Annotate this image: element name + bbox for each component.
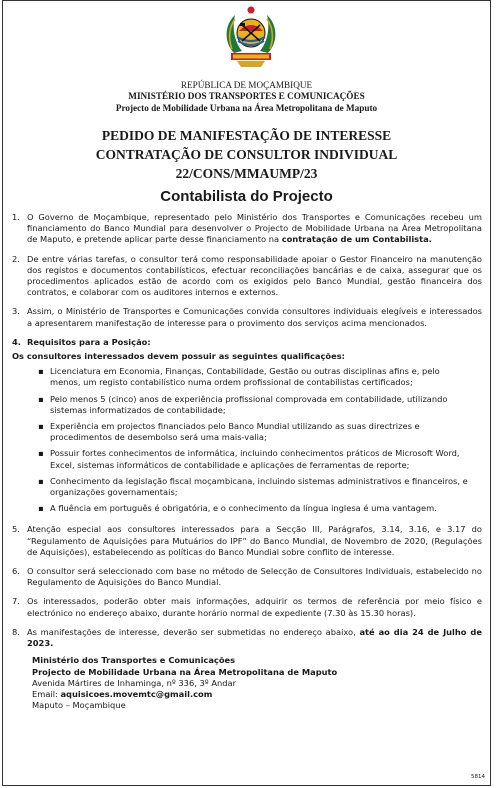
qualifications-list	[12, 366, 482, 514]
paragraph-text: Atenção especial aos consultores interessados para a Secção III, Parágrafos, 3.14, 3.16, e 3.17 do “Regulamento de Aquisições para Mutuários do IPF” do Banco Mundial, de Novembro de 2020, (Regulações de Aquisições), estabelecendo as políticas do Banco Mundial sobre conflito de interesse.	[27, 524, 482, 557]
paragraph-3	[12, 306, 482, 328]
paragraph-number: 7.	[12, 596, 20, 607]
list-item: ▪ Conhecimento da legislação fiscal moçambicana, incluindo sistemas administrativos e financeiros, e organizações governamentais;	[50, 476, 482, 498]
paragraph-text: O Governo de Moçambique, representado pelo Ministério dos Transportes e Comunicações recebeu um financiamento do Banco Mundial para desenvolver o Projecto de Mobilidade Urbana na Área Metropolitana de Maputo, e pretende aplicar parte desse financiamento na	[27, 212, 482, 245]
paragraph-4-heading	[12, 337, 482, 348]
paragraph-1	[12, 212, 482, 246]
ad-code: 5814	[471, 774, 485, 780]
paragraph-8	[12, 627, 482, 649]
email-link[interactable]: aquisicoes.movemtc@gmail.com	[60, 688, 213, 699]
paragraph-text: O consultor será seleccionado com base no método de Selecção de Consultores Individuais, estabelecido no Regulamento de Aquisições do Banco Mundial.	[27, 566, 482, 588]
deadline-text: até ao dia 24 de Julho de 2023.	[27, 626, 483, 649]
header-ministry: MINISTÉRIO DOS TRANSPORTES E COMUNICAÇÕES	[128, 91, 365, 101]
address-email-line	[32, 689, 482, 700]
list-item: ▪ Possuir fortes conhecimentos de informática, incluindo conhecimentos práticos de Microsoft Word, Excel, sistemas informáticos de contabilidade e aplicações de ferramentas de reporte;	[50, 448, 482, 470]
paragraph-number: 5.	[12, 524, 20, 535]
mozambique-emblem-icon	[220, 5, 282, 71]
contact-address	[32, 655, 482, 711]
title-line-1: PEDIDO DE MANIFESTAÇÃO DE INTERESSE	[101, 128, 392, 143]
list-item: ▪ Pelo menos 5 (cinco) anos de experiência profissional comprovada em contabilidade, utilizando sistemas informatizados de contabilidade;	[50, 394, 482, 416]
list-item: ▪ A fluência em português é obrigatória, e o conhecimento da língua inglesa é uma vantagem.	[50, 503, 482, 514]
paragraph-number: 6.	[12, 566, 20, 577]
paragraph-7	[12, 596, 482, 618]
paragraph-text: De entre várias tarefas, o consultor terá como responsabilidade apoiar o Gestor Financeiro na manutenção dos registos e documentos contabilísticos, efectuar reconciliações bancárias e de caixa, assegurar que os procedimentos aplicados estão de acordo com os exigidos pelo Banco Mundial, gestão financeira dos contratos, e colaborar com os auditores internos e externos.	[27, 253, 482, 298]
notice-body	[12, 212, 482, 711]
address-street: Avenida Mártires de Inhaminga, nº 336, 3º Andar	[32, 677, 237, 688]
notice-page	[2, 0, 491, 786]
paragraph-6	[12, 566, 482, 588]
address-city: Maputo – Moçambique	[32, 700, 126, 711]
list-item: ▪ Experiência em projectos financiados pelo Banco Mundial utilizando as suas directrizes e procedimentos de desembolso será uma mais-valia;	[50, 421, 482, 443]
paragraph-number: 4.	[12, 336, 21, 347]
email-label: Email:	[32, 688, 61, 699]
paragraph-number: 3.	[12, 306, 20, 317]
header-republic: REPÚBLICA DE MOÇAMBIQUE	[180, 80, 313, 90]
paragraph-5	[12, 524, 482, 558]
paragraph-bold-text: contratação de um Contabilista.	[281, 234, 432, 245]
header-project: Projecto de Mobilidade Urbana na Área Metropolitana de Maputo	[115, 103, 378, 113]
requirements-heading: Requisitos para a Posição:	[27, 336, 151, 347]
paragraph-number: 2.	[12, 253, 20, 264]
position-title: Contabilista do Projecto	[160, 188, 333, 205]
address-project: Projecto de Mobilidade Urbana na Área Metropolitana de Maputo	[32, 666, 338, 677]
paragraph-text: Assim, o Ministério de Transportes e Comunicações convida consultores individuais elegíveis e interessados a apresentarem manifestação de interesse para o provimento dos serviços acima mencionados.	[27, 306, 482, 328]
title-line-3: 22/CONS/MMAUMP/23	[175, 166, 318, 181]
paragraph-number: 8.	[12, 626, 20, 637]
address-ministry: Ministério dos Transportes e Comunicações	[32, 655, 236, 666]
paragraph-text: As manifestações de interesse, deverão ser submetidas no endereço abaixo,	[27, 626, 360, 637]
paragraph-number: 1.	[12, 212, 20, 222]
list-item: ▪ Licenciatura em Economia, Finanças, Contabilidade, Gestão ou outras disciplinas afins e, pelo menos, um registo contabilístico numa ordem profissional de contabilistas certificados;	[50, 366, 482, 388]
paragraph-2	[12, 254, 482, 299]
notice-title	[3, 126, 490, 183]
qualifications-intro: Os consultores interessados devem possuir as seguintes qualificações:	[12, 351, 346, 362]
title-line-2: CONTRATAÇÃO DE CONSULTOR INDIVIDUAL	[95, 147, 398, 162]
paragraph-text: Os interessados, poderão obter mais informações, adquirir os termos de referência por meio físico e electrónico no endereço abaixo, durante horário normal de expediente (7.30 às 15.30 horas).	[27, 596, 482, 618]
